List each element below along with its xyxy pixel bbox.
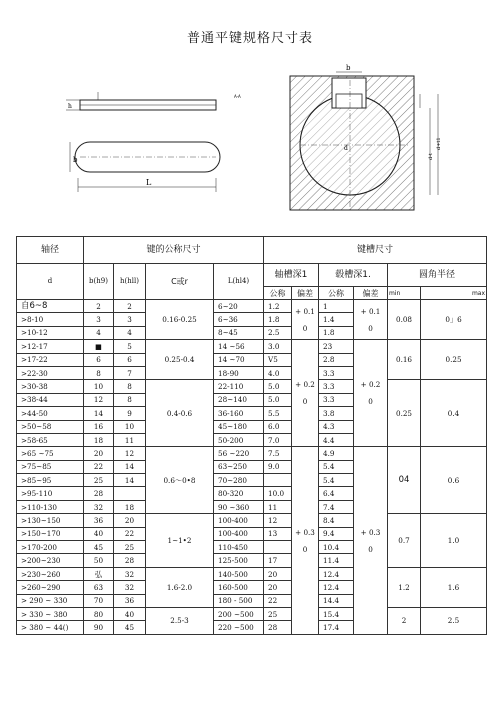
cell-t1: 10.4 bbox=[319, 541, 354, 554]
cell-b: 22 bbox=[84, 460, 114, 473]
cell-t: 11 bbox=[264, 500, 292, 513]
cell-b: 63 bbox=[84, 581, 114, 594]
dev1-upper: + 0.1 bbox=[295, 306, 315, 316]
cell-t1: 12.4 bbox=[319, 581, 354, 594]
cell-h: 8 bbox=[114, 393, 146, 406]
cell-d: 自6~8 bbox=[17, 300, 84, 313]
cell-rmax: 0.4 bbox=[421, 380, 487, 447]
cell-rmax: 2.5 bbox=[421, 607, 487, 634]
cell-c: 0.6〜0•8 bbox=[146, 447, 214, 514]
cell-rmin: 1.2 bbox=[388, 567, 421, 607]
cell-d: >85~95 bbox=[17, 474, 84, 487]
cell-d: >30-38 bbox=[17, 380, 84, 393]
cell-d: >17-22 bbox=[17, 353, 84, 366]
drawing-label-dt: d-t bbox=[428, 153, 434, 160]
cell-d: >38-44 bbox=[17, 393, 84, 406]
cell-t: 5.5 bbox=[264, 407, 292, 420]
cell-b: 90 bbox=[84, 621, 114, 634]
dev1-lower: 0 bbox=[302, 323, 308, 333]
cell-t: 28 bbox=[264, 621, 292, 634]
cell-h: 2 bbox=[114, 300, 146, 313]
cell-h: 11 bbox=[114, 433, 146, 446]
dev1-upper: + 0.3 bbox=[295, 527, 315, 537]
cell-L: 50-200 bbox=[214, 433, 264, 446]
cell-b: 40 bbox=[84, 527, 114, 540]
cell-t1: 23 bbox=[319, 340, 354, 353]
header-h: h(hll) bbox=[114, 264, 146, 300]
header-nominal2: 公称 bbox=[319, 287, 354, 300]
cell-d: >170-200 bbox=[17, 541, 84, 554]
cell-t: 9.0 bbox=[264, 460, 292, 473]
cell-t1: 9.4 bbox=[319, 527, 354, 540]
drawing-label-d: d bbox=[344, 145, 348, 152]
cell-b: 18 bbox=[84, 433, 114, 446]
cell-c: 1~1•2 bbox=[146, 514, 214, 568]
cell-t: 3.0 bbox=[264, 340, 292, 353]
cell-h: 12 bbox=[114, 447, 146, 460]
cell-h: 3 bbox=[114, 313, 146, 326]
header-key-nominal: 键的公称尺寸 bbox=[84, 237, 264, 264]
cell-t: 5.0 bbox=[264, 393, 292, 406]
cell-t1: 5.4 bbox=[319, 460, 354, 473]
cell-t: 22 bbox=[264, 594, 292, 607]
cell-t1: 6.4 bbox=[319, 487, 354, 500]
cell-h: 14 bbox=[114, 460, 146, 473]
cell-L: 220 ~500 bbox=[214, 621, 264, 634]
cell-b: 8 bbox=[84, 366, 114, 379]
cell-rmin: 2 bbox=[388, 607, 421, 634]
dev2-lower: 0 bbox=[368, 544, 373, 554]
cell-h: 18 bbox=[114, 500, 146, 513]
cell-b: ■ bbox=[84, 340, 114, 353]
cell-b: 12 bbox=[84, 393, 114, 406]
header-hub-depth: 毂槽深1. bbox=[319, 264, 388, 287]
cell-rmax: 0.25 bbox=[421, 340, 487, 380]
cell-h bbox=[114, 487, 146, 500]
cell-dev2 bbox=[354, 447, 388, 634]
cell-d: >44-50 bbox=[17, 407, 84, 420]
cell-L: 180 - 500 bbox=[214, 594, 264, 607]
cell-L: 63~250 bbox=[214, 460, 264, 473]
cell-d: >75~85 bbox=[17, 460, 84, 473]
table-row bbox=[17, 380, 487, 393]
cell-L: 100-400 bbox=[214, 514, 264, 527]
dev2-lower: 0 bbox=[368, 397, 373, 407]
cell-t: 17 bbox=[264, 554, 292, 567]
cell-L: 6~20 bbox=[214, 300, 264, 313]
cell-d: >8-10 bbox=[17, 313, 84, 326]
cell-d: >50~58 bbox=[17, 420, 84, 433]
header-shaft-sym: d bbox=[17, 264, 84, 300]
cell-h: 10 bbox=[114, 420, 146, 433]
cell-h: 45 bbox=[114, 621, 146, 634]
cell-L: 6~36 bbox=[214, 313, 264, 326]
cell-t1: 1.8 bbox=[319, 326, 354, 339]
table-row bbox=[17, 447, 487, 460]
cell-t1: 3.3 bbox=[319, 366, 354, 379]
table-row bbox=[17, 514, 487, 527]
cell-c: 0.25-0.4 bbox=[146, 340, 214, 380]
cell-dev1 bbox=[292, 447, 319, 634]
drawing-label-h: h bbox=[68, 103, 72, 110]
cell-h: 25 bbox=[114, 541, 146, 554]
table-row bbox=[17, 300, 487, 313]
drawing-label-L: L bbox=[146, 178, 152, 187]
cell-t: 4.0 bbox=[264, 366, 292, 379]
cell-b: 25 bbox=[84, 474, 114, 487]
cell-b: 50 bbox=[84, 554, 114, 567]
cell-b: 3 bbox=[84, 313, 114, 326]
cell-dev1 bbox=[292, 340, 319, 447]
cell-d: >260~290 bbox=[17, 581, 84, 594]
cell-d: >95-110 bbox=[17, 487, 84, 500]
cell-h: 20 bbox=[114, 514, 146, 527]
cell-L: 36-160 bbox=[214, 407, 264, 420]
cell-h: 4 bbox=[114, 326, 146, 339]
dev1-lower: 0 bbox=[302, 397, 308, 407]
cell-b: 45 bbox=[84, 541, 114, 554]
cell-t: 10.0 bbox=[264, 487, 292, 500]
cell-t: 6.0 bbox=[264, 420, 292, 433]
cell-d: >130~150 bbox=[17, 514, 84, 527]
dev1-upper: + 0.2 bbox=[295, 380, 315, 390]
cell-t1: 14.4 bbox=[319, 594, 354, 607]
cell-t: 1.8 bbox=[264, 313, 292, 326]
cell-t1: 4.4 bbox=[319, 433, 354, 446]
cell-t1: 3.8 bbox=[319, 407, 354, 420]
cell-d: > 290 ~ 330 bbox=[17, 594, 84, 607]
cell-d: >200~230 bbox=[17, 554, 84, 567]
cell-t1: 1.4 bbox=[319, 313, 354, 326]
cell-rmin: 0.25 bbox=[388, 380, 421, 447]
cell-h: 14 bbox=[114, 474, 146, 487]
cell-c: 2.5-3 bbox=[146, 607, 214, 634]
cell-t bbox=[264, 541, 292, 554]
header-c: C或r bbox=[146, 264, 214, 300]
cell-d: >58-65 bbox=[17, 433, 84, 446]
cell-t bbox=[264, 474, 292, 487]
drawing-label-b: b bbox=[73, 156, 78, 164]
cell-b: 10 bbox=[84, 380, 114, 393]
cell-c: 0.16-0.25 bbox=[146, 300, 214, 340]
cell-h: 6 bbox=[114, 353, 146, 366]
cell-b: 80 bbox=[84, 607, 114, 620]
cell-h: 9 bbox=[114, 407, 146, 420]
cell-L: 140-500 bbox=[214, 567, 264, 580]
header-shaft-depth: 轴槽深1 bbox=[264, 264, 319, 287]
drawing-label-dt1: d+t1 bbox=[436, 137, 442, 150]
cell-rmin: 0.16 bbox=[388, 340, 421, 380]
key-spec-table bbox=[16, 236, 487, 635]
cell-d: >65 ~75 bbox=[17, 447, 84, 460]
cell-L: 160-500 bbox=[214, 581, 264, 594]
cell-t: 20 bbox=[264, 567, 292, 580]
cell-L: 8~45 bbox=[214, 326, 264, 339]
cell-rmax: 0.6 bbox=[421, 447, 487, 514]
cell-t1: 3.3 bbox=[319, 380, 354, 393]
cell-L: 125-500 bbox=[214, 554, 264, 567]
cell-L: 200 ~500 bbox=[214, 607, 264, 620]
key-drawing bbox=[0, 50, 500, 240]
cell-rmin: 0.7 bbox=[388, 514, 421, 568]
cell-L: 56 ~220 bbox=[214, 447, 264, 460]
cell-t1: 1 bbox=[319, 300, 354, 313]
dev2-upper: + 0.1 bbox=[360, 306, 381, 316]
table-row bbox=[17, 340, 487, 353]
cell-L: 110-450 bbox=[214, 541, 264, 554]
table-row bbox=[17, 567, 487, 580]
cell-t: 2.5 bbox=[264, 326, 292, 339]
page-title: 普通平键规格尺寸表 bbox=[186, 31, 313, 46]
cell-b: 36 bbox=[84, 514, 114, 527]
cell-L: 14 ~70 bbox=[214, 353, 264, 366]
cell-rmax: 1.6 bbox=[421, 567, 487, 607]
cell-t1: 11.4 bbox=[319, 554, 354, 567]
header-max: max bbox=[421, 287, 487, 300]
cell-d: > 380 ~ 44() bbox=[17, 621, 84, 634]
cell-t: 7.0 bbox=[264, 433, 292, 446]
cell-rmin: 04 bbox=[388, 447, 421, 514]
cell-h: 36 bbox=[114, 594, 146, 607]
cell-L: 28~140 bbox=[214, 393, 264, 406]
cell-L: 80-320 bbox=[214, 487, 264, 500]
cell-L: 45~180 bbox=[214, 420, 264, 433]
cell-d: > 330 ~ 380 bbox=[17, 607, 84, 620]
cell-b: 14 bbox=[84, 407, 114, 420]
cell-b: 32 bbox=[84, 500, 114, 513]
cell-b: 70 bbox=[84, 594, 114, 607]
drawing-label-aa: A-A bbox=[234, 94, 241, 99]
cell-d: >10-12 bbox=[17, 326, 84, 339]
cell-t1: 4.9 bbox=[319, 447, 354, 460]
cell-L: 14 ~56 bbox=[214, 340, 264, 353]
header-min: min bbox=[388, 287, 421, 300]
header-dev1: 偏差 bbox=[292, 287, 319, 300]
cell-t: 1.2 bbox=[264, 300, 292, 313]
cell-t1: 15.4 bbox=[319, 607, 354, 620]
dev2-upper: + 0.3 bbox=[360, 527, 381, 537]
cell-d: >12-17 bbox=[17, 340, 84, 353]
cell-t1: 17.4 bbox=[319, 621, 354, 634]
cell-t: 12 bbox=[264, 514, 292, 527]
cell-c: 0.4-0.6 bbox=[146, 380, 214, 447]
cell-dev1 bbox=[292, 300, 319, 340]
cell-b: 4 bbox=[84, 326, 114, 339]
cell-h: 22 bbox=[114, 527, 146, 540]
cell-h: 32 bbox=[114, 581, 146, 594]
cell-t: 25 bbox=[264, 607, 292, 620]
cell-c: 1.6-2.0 bbox=[146, 567, 214, 607]
cell-t: 5.0 bbox=[264, 380, 292, 393]
cell-b: 弘 bbox=[84, 567, 114, 580]
header-L: L(hl4) bbox=[214, 264, 264, 300]
cell-d: >230~260 bbox=[17, 567, 84, 580]
cell-rmax: 0」6 bbox=[421, 300, 487, 340]
cell-rmin: 0.08 bbox=[388, 300, 421, 340]
header-dev2: 偏差 bbox=[354, 287, 388, 300]
cell-t: V5 bbox=[264, 353, 292, 366]
cell-L: 100-400 bbox=[214, 527, 264, 540]
dev2-upper: + 0.2 bbox=[360, 380, 381, 390]
dev1-lower: 0 bbox=[302, 544, 308, 554]
dev2-lower: 0 bbox=[368, 323, 373, 333]
cell-dev2 bbox=[354, 340, 388, 447]
drawing-label-b-top: b bbox=[346, 64, 351, 72]
cell-rmax: 1.0 bbox=[421, 514, 487, 568]
cell-t1: 7.4 bbox=[319, 500, 354, 513]
cell-t1: 3.3 bbox=[319, 393, 354, 406]
cell-t1: 4.3 bbox=[319, 420, 354, 433]
shaft-section bbox=[290, 72, 438, 210]
cell-b: 20 bbox=[84, 447, 114, 460]
cell-d: >22-30 bbox=[17, 366, 84, 379]
cell-L: 70~280 bbox=[214, 474, 264, 487]
cell-h: 5 bbox=[114, 340, 146, 353]
cell-L: 90 ~360 bbox=[214, 500, 264, 513]
cell-b: 28 bbox=[84, 487, 114, 500]
cell-d: >150~170 bbox=[17, 527, 84, 540]
header-radius: 圆角半径 bbox=[388, 264, 487, 287]
key-plan-view bbox=[70, 142, 220, 192]
cell-b: 16 bbox=[84, 420, 114, 433]
cell-L: 22-110 bbox=[214, 380, 264, 393]
cell-t: 13 bbox=[264, 527, 292, 540]
cell-t1: 8.4 bbox=[319, 514, 354, 527]
cell-t1: 2.8 bbox=[319, 353, 354, 366]
cell-t1: 5.4 bbox=[319, 474, 354, 487]
cell-b: 2 bbox=[84, 300, 114, 313]
key-side-view bbox=[66, 92, 216, 110]
header-keyway: 键槽尺寸 bbox=[264, 237, 487, 264]
cell-b: 6 bbox=[84, 353, 114, 366]
cell-h: 32 bbox=[114, 567, 146, 580]
cell-h: 40 bbox=[114, 607, 146, 620]
cell-h: 7 bbox=[114, 366, 146, 379]
cell-L: 18-90 bbox=[214, 366, 264, 379]
table-row bbox=[17, 607, 487, 620]
cell-d: >110-130 bbox=[17, 500, 84, 513]
header-nominal1: 公称 bbox=[264, 287, 292, 300]
cell-t: 20 bbox=[264, 581, 292, 594]
header-shaft: 轴径 bbox=[17, 237, 84, 264]
cell-h: 28 bbox=[114, 554, 146, 567]
cell-h: 8 bbox=[114, 380, 146, 393]
cell-t: 7.5 bbox=[264, 447, 292, 460]
header-b: b(h9) bbox=[84, 264, 114, 300]
cell-t1: 12.4 bbox=[319, 567, 354, 580]
cell-dev2 bbox=[354, 300, 388, 340]
